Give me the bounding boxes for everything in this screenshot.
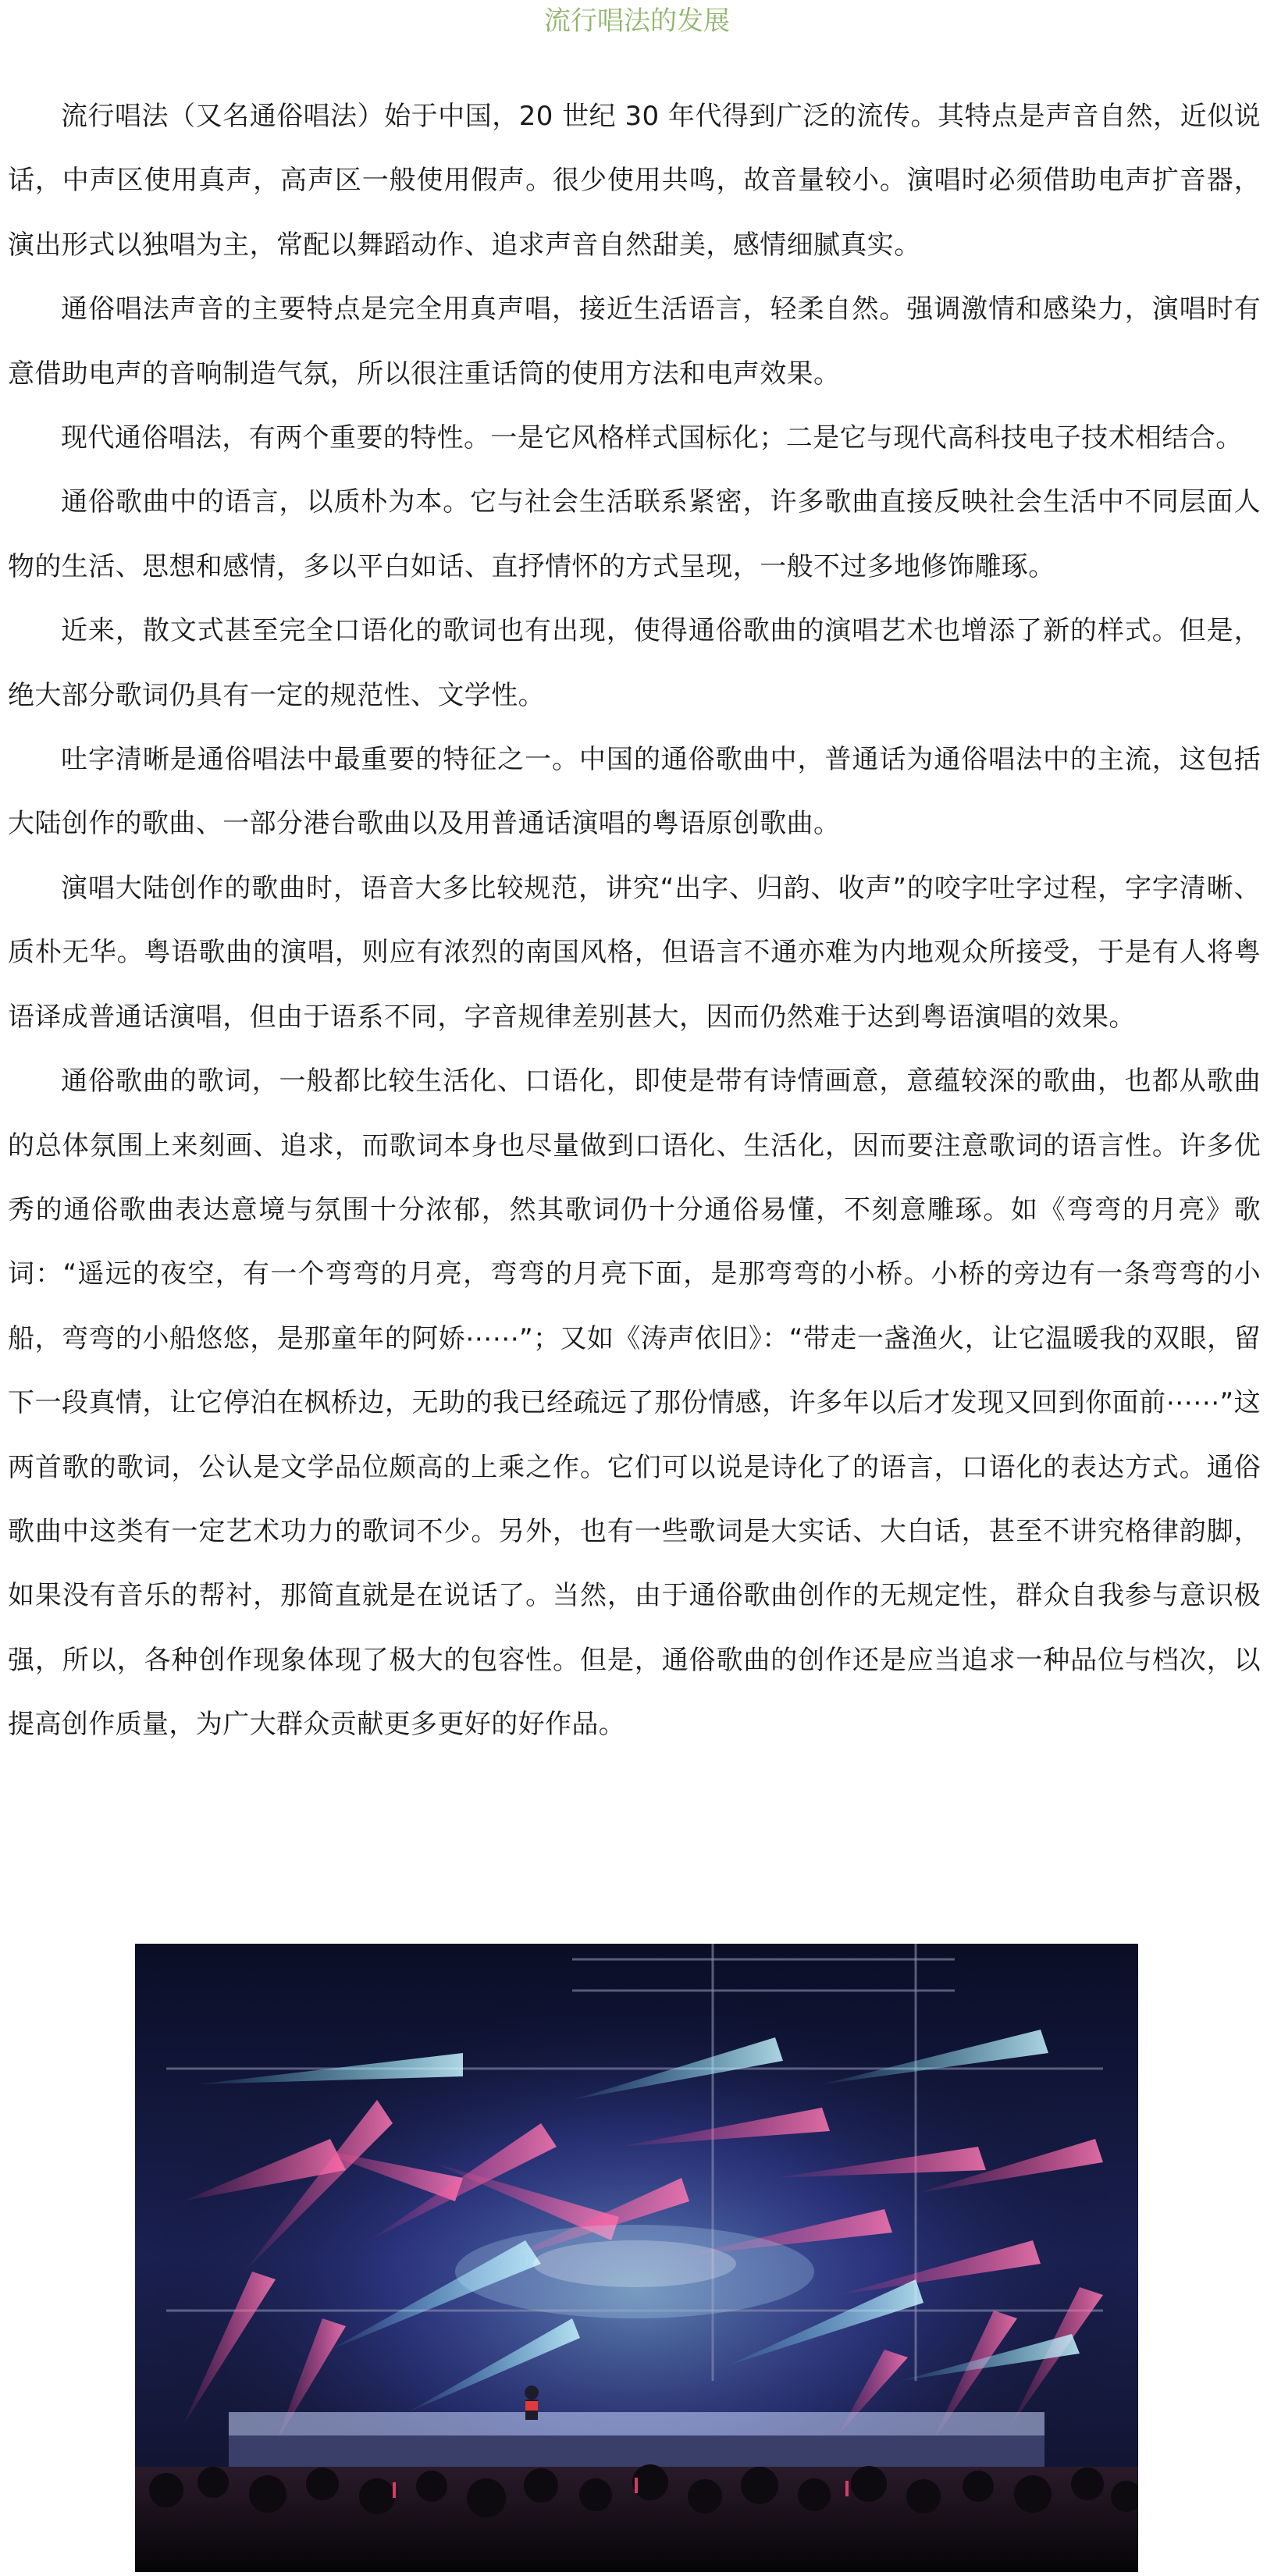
stage-lights-illustration [135, 1944, 1138, 2572]
paragraph: 通俗歌曲的歌词，一般都比较生活化、口语化，即使是带有诗情画意，意蕴较深的歌曲，也都从歌曲的总体氛围上来刻画、追求，而歌词本身也尽量做到口语化、生活化，因而要注意歌词的语言性。许多优秀的通俗歌曲表达意境与氛围十分浓郁，然其歌词仍十分通俗易懂，不刻意雕琢。如《弯弯的月亮》歌词：“遥远的夜空，有一个弯弯的月亮，弯弯的月亮下面，是那弯弯的小桥。小桥的旁边有一条弯弯的小船，弯弯的小船悠悠，是那童年的阿娇⋯⋯”；又如《涛声依旧》：“带走一盏渔火，让它温暖我的双眼，留下一段真情，让它停泊在枫桥边，无助的我已经疏远了那份情感，许多年以后才发现又回到你面前⋯⋯”这两首歌的歌词，公认是文学品位颇高的上乘之作。它们可以说是诗化了的语言，口语化的表达方式。通俗歌曲中这类有一定艺术功力的歌词不少。另外，也有一些歌词是大实话、大白话，甚至不讲究格律韵脚，如果没有音乐的帮衬，那简直就是在说话了。当然，由于通俗歌曲创作的无规定性，群众自我参与意识极强，所以，各种创作现象体现了极大的包容性。但是，通俗歌曲的创作还是应当追求一种品位与档次，以提高创作质量，为广大群众贡献更多更好的好作品。 [8, 1066, 1261, 1741]
paragraph: 流行唱法（又名通俗唱法）始于中国，20 世纪 30 年代得到广泛的流传。其特点是声音自然，近似说话，中声区使用真声，高声区一般使用假声。很少使用共鸣，故音量较小。演唱时必须借助电声扩音器，演出形式以独唱为主，常配以舞蹈动作、追求声音自然甜美，感情细腻真实。 [8, 101, 1261, 261]
paragraph: 通俗歌曲中的语言，以质朴为本。它与社会生活联系紧密，许多歌曲直接反映社会生活中不同层面人物的生活、思想和感情，多以平白如话、直抒情怀的方式呈现，一般不过多地修饰雕琢。 [8, 486, 1261, 582]
article-body [8, 84, 1261, 1757]
paragraph: 近来，散文式甚至完全口语化的歌词也有出现，使得通俗歌曲的演唱艺术也增添了新的样式。但是，绝大部分歌词仍具有一定的规范性、文学性。 [8, 615, 1261, 711]
paragraph: 现代通俗唱法，有两个重要的特性。一是它风格样式国标化；二是它与现代高科技电子技术相结合。 [61, 422, 1243, 454]
page-title: 流行唱法的发展 [544, 5, 730, 37]
paragraph: 吐字清晰是通俗唱法中最重要的特征之一。中国的通俗歌曲中，普通话为通俗唱法中的主流，这包括大陆创作的歌曲、一部分港台歌曲以及用普通话演唱的粤语原创歌曲。 [8, 744, 1261, 840]
paragraph: 演唱大陆创作的歌曲时，语音大多比较规范，讲究“出字、归韵、收声”的咬字吐字过程，字字清晰、质朴无华。粤语歌曲的演唱，则应有浓烈的南国风格，但语言不通亦难为内地观众所接受，于是有人将粤语译成普通话演唱，但由于语系不同，字音规律差别甚大，因而仍然难于达到粤语演唱的效果。 [8, 872, 1261, 1033]
paragraph: 通俗唱法声音的主要特点是完全用真声唱，接近生活语言，轻柔自然。强调激情和感染力，演唱时有意借助电声的音响制造气氛，所以很注重话筒的使用方法和电声效果。 [8, 294, 1261, 390]
concert-stage-photo [135, 1944, 1138, 2572]
